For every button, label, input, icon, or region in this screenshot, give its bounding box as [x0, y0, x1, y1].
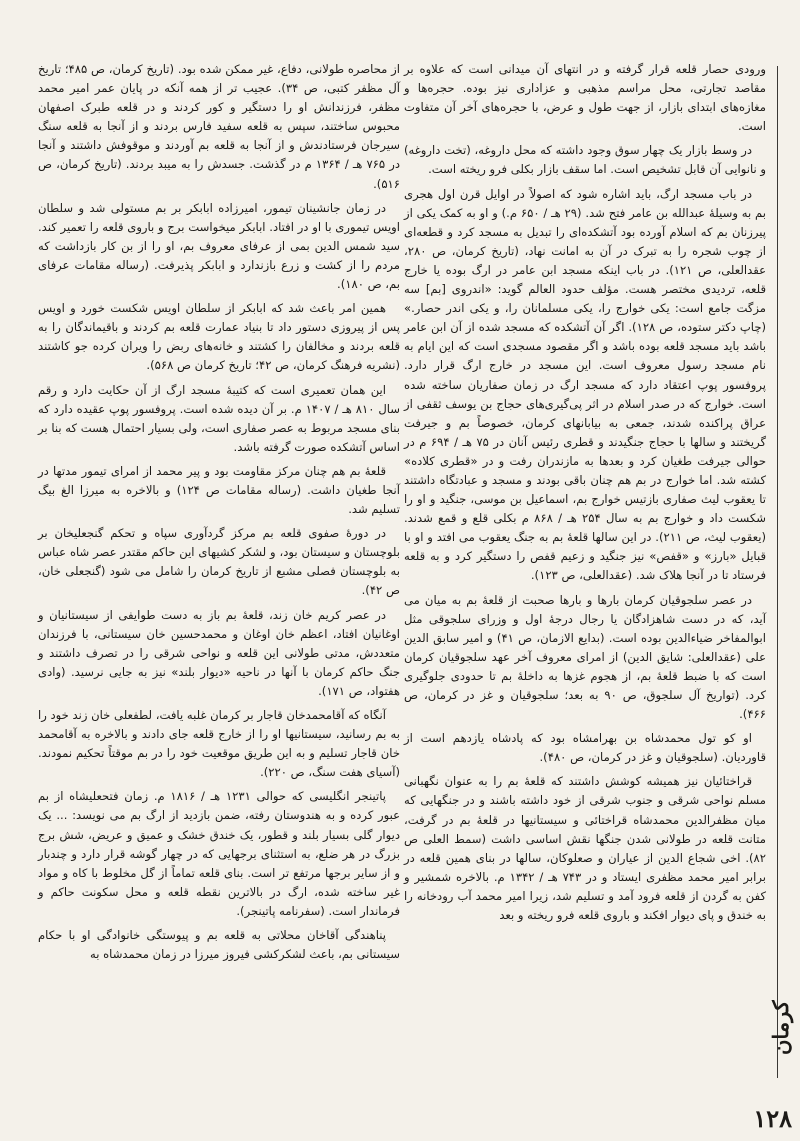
paragraph: در عصر سلجوقیان کرمان بارها و بارها صحبت از قلعهٔ بم به میان می آید، که در دست شاهزادگان یا رجال درجهٔ اول و وزرای سلجوقی مثل ابوالمفاخر ضیاءالدین بوده است. (بدایع الازمان، ص ۴۱) و امیر سابق الدین علی (عقدالعلی: شایق الدین) از امرای معروف آخر عهد سلجوقیان کرمان است که با ضبط قلعهٔ بم، از هجوم غزها به داخلهٔ بم تا حدودی جلوگیری کرد. (تواریخ آل سلجوق، ص ۹۰ به بعد؛ سلجوقیان و غز در کرمان، ص ۴۶۶). — [404, 592, 766, 722]
page-number: ۱۲۸ — [753, 1104, 792, 1133]
paragraph: پناهندگی آقاخان محلاتی به قلعه بم و پیوستگی خانوادگی او با حکام سیستانی بم، باعث لشکرکشی فیروز میرزا در زمان محمدشاه به — [38, 928, 400, 962]
paragraph: آنگاه که آقامحمدخان قاجار بر کرمان غلبه یافت، لطفعلی خان زند خود را به بم رسانید، سیستانیها او را از خارج قلعه جای دادند و بالاخره به آقامحمد خان قاجار تسلیم و به این طریق موقعیت خود را در بم موقتاً تحکیم نمودند. (آسیای هفت سنگ، ص ۲۲۰). — [38, 708, 400, 780]
paragraph: پاتینجر انگلیسی که حوالی ۱۲۳۱ هـ / ۱۸۱۶ م. زمان فتحعلیشاه از بم عبور کرده و به هندوستان رفته، ضمن بازدید از ارگ بم می نویسد: ... یک دیوار گلی بسیار بلند و قطور، یک خندق خشک و عمیق و عریض، شش برج بزرگ در هر ضلع، به استثنای برجهایی که در چهار گوشه قرار دارد و چندبار و از سایر برجها مرتفع تر است. بنای قلعه تماماً از گل مخلوط با کاه و مواد غیر ساخته شده، ارگ در بالاترین نقطه قلعه و محل سکونت حاکم و فرماندار است. (سفرنامه پاتینجر). — [38, 789, 400, 918]
paragraph: قراختائیان نیز همیشه کوشش داشتند که قلعهٔ بم را به عنوان نگهبانی مسلم نواحی شرقی و جنوب شرقی از خود داشته باشند و در جنگهایی که میان مظفرالدین محمدشاه قراختائی و سیستانیها در قلعهٔ بم در گرفت، متانت قلعه در طولانی شدن جنگها نقش اساسی داشت (سمط العلی ص ۸۲). اخی شجاع الدین از عیاران و صعلوکان، سالها در بنای همین قلعه در برابر امیر محمد مظفری ایستاد و در ۷۴۳ هـ / ۱۳۴۲ م. بالاخره شمشیر و کفن به گردن از قلعه فرود آمد و تسلیم شد، زیرا امیر محمد آب رودخانه را به خندق و پای دیوار افکند و باروی قلعه فرو ریخته و بعد — [404, 774, 766, 923]
paragraph: در عصر کریم خان زند، قلعهٔ بم باز به دست طوایفی از سیستانیان و اوغانیان افتاد، اعظم خان اوغان و محمدحسین خان سیستانی، با فرزندان متعددش، مدتی طولانی این قلعه و نواحی شرقی را در تصرف داشتند و جنگ حاکم کرمان با آنها در ناحیه «دیوار بلند» نیز به جایی نرسید. (وادی هفتواد، ص ۱۷۱). — [38, 607, 400, 698]
paragraph: همین امر باعث شد که ابابکر از سلطان اویس شکست خورد و اویس پس از پیروزی دستور داد تا بنیاد عمارت قلعه بم کردند و باقیماندگان را به قلعه بردند و مخالفان را کشتند و خانه‌های ربض را ویران کرده جو کاشتند (نشریه فرهنگ کرمان، ص ۴۲؛ تاریخ کرمان ص ۵۶۸). — [38, 301, 400, 373]
paragraph: او کو تول محمدشاه بن بهرامشاه بود که پادشاه یازدهم است از قاوردیان. (سلجوقیان و غز در کرمان، ص ۴۸۰). — [404, 731, 766, 765]
paragraph: در دورهٔ صفوی قلعه بم مرکز گردآوری سپاه و تحکم گنجعلیخان بر بلوچستان و سیستان بود، و لشکر کشیهای این حاکم مقتدر عصر شاه عباس به بلوچستان فصلی مشبع از تاریخ کرمان را شامل می شود (گنجعلی خان، ص ۴۲). — [38, 526, 400, 598]
right-column — [404, 60, 766, 930]
paragraph: در باب مسجد ارگ، باید اشاره شود که اصولاً در اوایل قرن اول هجری بم به وسیلهٔ عبدالله بن عامر فتح شد. (۲۹ هـ / ۶۵۰ م.) و او به کمک یکی از پیرزنان بم که اسلام آورده بود آتشکده‌ای را تبدیل به مسجد کرد و قطعه‌ای از چوب شجره را به تبرک در آن به امانت نهاد، (تاریخ کرمان، ص ۲۸۰، عقدالعلی، ص ۱۲۱). در باب اینکه مسجد ابن عامر در ارگ بوده یا خارج قلعه، تردیدی مختصر هست. مؤلف حدود العالم گوید: «اندروی [بم] سه مزگت جامع است: یکی خوارج را، یکی مسلمانان را، و یکی اندر حصار.» (چاپ دکتر ستوده، ص ۱۲۸). اگر آن آتشکده که مسجد شده از آن ابن عامر باشد باید مسجد قلعه بوده باشد و اگر مقصود مسجدی است که این ایام به نام مسجد رسول معروف است. این مسجد در خارج ارگ قرار دارد. پروفسور پوپ اعتقاد دارد که مسجد ارگ در زمان صفاریان ساخته شده است. خوارج که در صدر اسلام در اثر پی‌گیری‌های حجاج بن یوسف ثقفی از عراق پراکنده شدند، جمعی به بیابانهای کرمان، خصوصاً بم و جیرفت گریختند و سالها با حجاج جنگیدند و قطری رئیس آنان در ۷۵ هـ / ۶۹۴ م در حوالی جیرفت طغیان کرد و بعدها به مازندران رفت و در «قطری کلاده» کشته شد. اما خوارج در بم هم چنان باقی بودند و مسجد و عبادتگاه داشتند تا یعقوب لیث صفاری بازتیس خوارج بم، اسماعیل بن موسی، جنگید و او را شکست داد و خوارج بم به سال ۲۵۴ هـ / ۸۶۸ م بکلی قلع و قمع شدند. (یعقوب لیث، ص ۲۱۱). در این سالها قلعهٔ بم به جنگ یعقوب می افتد و او با قبایل «بارز» و «قفص» نیز جنگید و زعیم قفص را دستگیر کرد و به قلعه فرستاد تا در آنجا هلاک شد. (عقدالعلی، ص ۱۲۳). — [404, 186, 767, 583]
magazine-logo: کرمان — [768, 1000, 793, 1055]
paragraph: از محاصره طولانی، دفاع، غیر ممکن شده بود. (تاریخ کرمان، ص ۴۸۵؛ تاریخ آل مظفر کتبی، ص ۳۴). عجیب تر از همه آنکه در پایان عمر امیر محمد مظفر، فرزندانش او را دستگیر و کور کردند و در قلعه طبرک اصفهان محبوس ساختند، سپس به قلعه سفید فارس بردند و از آنجا به قلعه سنگ سیرجان فرستادندش و از آنجا به قلعه بم آوردند و موقوفش داشتند و آنجا در ۷۶۵ هـ / ۱۳۶۴ م در گذشت. جسدش را به میبد بردند. (تاریخ کرمان، ص ۵۱۶). — [38, 62, 400, 191]
paragraph: در وسط بازار یک چهار سوق وجود داشته که محل داروغه، (تخت داروغه) و نانوایی آن قابل تشخیص است. اما سقف بازار بکلی فرو ریخته است. — [404, 143, 766, 177]
margin-rule — [774, 66, 778, 1078]
paragraph: در زمان جانشینان تیمور، امیرزاده ابابکر بر بم مستولی شد و سلطان اویس تیموری با او در افتاد. ابابکر میخواست برج و باروی قلعه را تعمیر کند. سید شمس الدین بمی از عرفای معروف بم، او را از بن کار بازداشت که مردم را از کشت و زرع بازندارد و ابابکر پذیرفت. (رساله مقامات عرفای بم، ص ۱۸۰). — [38, 200, 400, 292]
paragraph: ورودی حصار قلعه قرار گرفته و در انتهای آن میدانی است که علاوه بر مقاصد تجارتی، محل مراسم مذهبی و عزاداری نیز بوده. حجره‌ها و مغازه‌های ابتدای بازار، از جهت طول و عرض، با حجره‌های آخر آن متفاوت است. — [404, 62, 766, 134]
left-column — [38, 60, 400, 969]
paragraph: قلعهٔ بم هم چنان مرکز مقاومت بود و پیر محمد از امرای تیمور مدتها در آنجا طغیان داشت. (رساله مقامات ص ۱۲۴) و بالاخره به میرزا الغ بیگ تسلیم شد. — [38, 463, 400, 517]
paragraph: این همان تعمیری است که کتیبهٔ مسجد ارگ از آن حکایت دارد و رقم سال ۸۱۰ هـ / ۱۴۰۷ م. بر آن دیده شده است. پروفسور پوپ عقیده دارد که بنای مسجد مربوط به عصر صفاری است، ولی بسیار احتمال هست که بنا بر اساس آتشکده صورت گرفته باشد. — [38, 382, 400, 454]
